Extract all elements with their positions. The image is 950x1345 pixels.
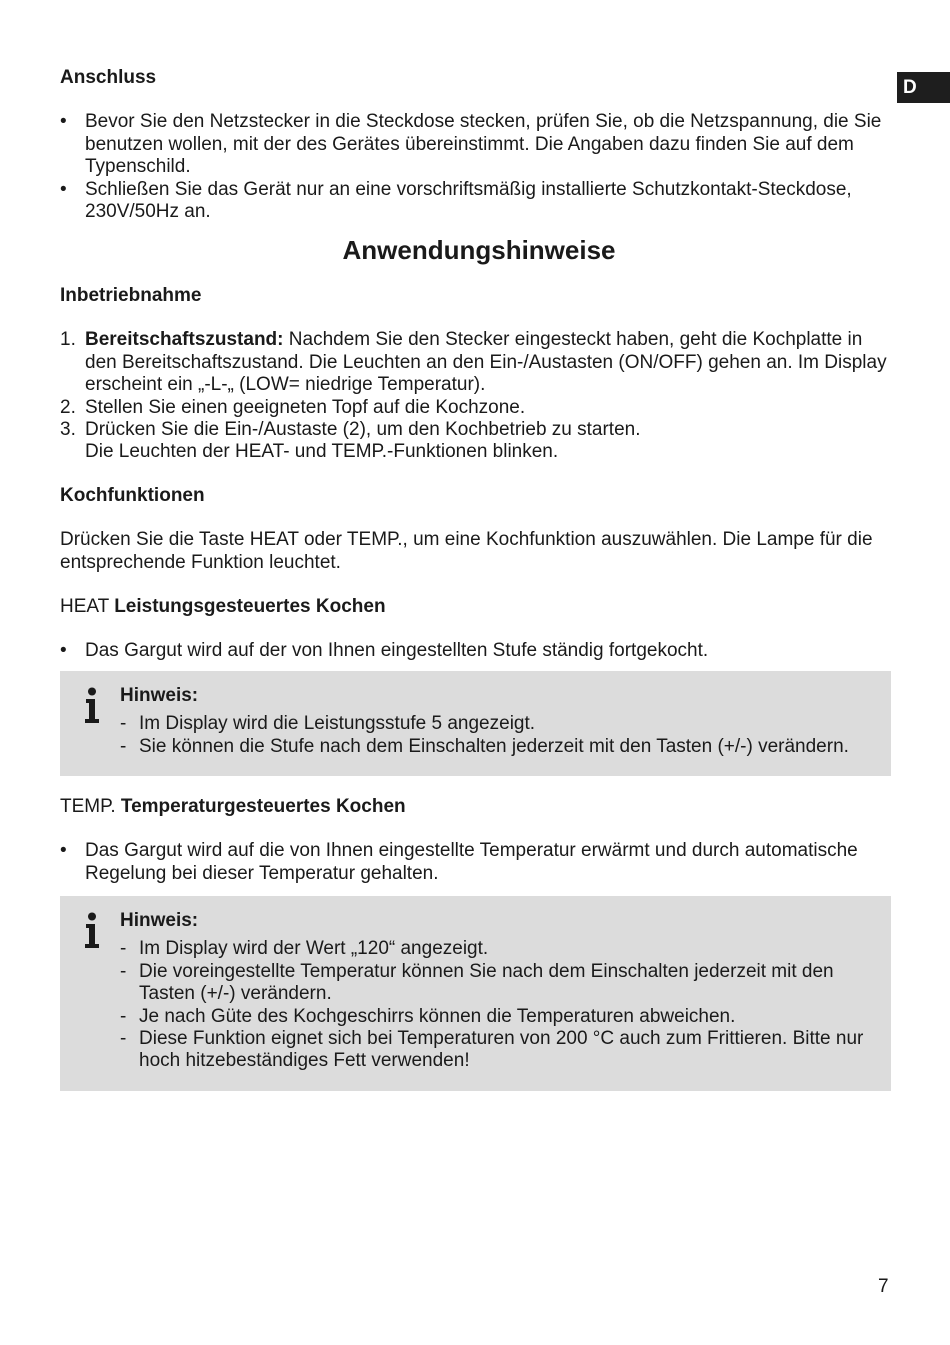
step-text: Stellen Sie einen geeigneten Topf auf die Kochzone. bbox=[85, 396, 526, 418]
inbetriebnahme-heading: Inbetriebnahme bbox=[60, 285, 202, 306]
step-bold-label: Bereitschaftszustand: bbox=[85, 329, 284, 351]
kochfunktionen-heading: Kochfunktionen bbox=[60, 485, 205, 506]
temp-section bbox=[60, 796, 890, 885]
step-text: Drücken Sie die Ein-/Austaste (2), um den Kochbetrieb zu starten. bbox=[85, 419, 641, 441]
step-number: 1. bbox=[60, 329, 76, 351]
list-item: • Das Gargut wird auf die von Ihnen eingestellte Temperatur erwärmt und durch automatische Regelung bei dieser Temperatur gehalten. bbox=[60, 840, 890, 885]
list-item: • Das Gargut wird auf der von Ihnen eingestellten Stufe ständig fortgekocht. bbox=[60, 640, 890, 662]
list-item: • Bevor Sie den Netzstecker in die Steckdose stecken, prüfen Sie, ob die Netzspannung, die Sie benutzen wollen, mit der des Gerätes übereinstimmt. Die Angaben dazu finden Sie auf dem Typenschild. bbox=[60, 111, 890, 178]
heat-title: Leistungsgesteuertes Kochen bbox=[114, 596, 386, 617]
page-number: 7 bbox=[878, 1276, 889, 1297]
info-icon bbox=[82, 687, 102, 725]
list-item: - Im Display wird die Leistungsstufe 5 angezeigt. bbox=[120, 713, 877, 735]
anschluss-section bbox=[60, 67, 890, 223]
heat-prefix: HEAT bbox=[60, 596, 115, 617]
anschluss-list bbox=[60, 111, 890, 223]
list-item: - Diese Funktion eignet sich bei Temperaturen von 200 °C auch zum Frittieren. Bitte nur hoch hitzebeständiges Fett verwenden! bbox=[120, 1028, 877, 1073]
anschluss-heading: Anschluss bbox=[60, 67, 157, 88]
list-item: - Im Display wird der Wert „120“ angezeigt. bbox=[120, 938, 877, 960]
list-item: - Die voreingestellte Temperatur können Sie nach dem Einschalten jederzeit mit den Tasten (+/-) verändern. bbox=[120, 961, 877, 1006]
language-tab: D bbox=[897, 72, 950, 103]
note-title: Hinweis: bbox=[120, 685, 199, 706]
temp-list bbox=[60, 840, 890, 885]
info-icon bbox=[82, 912, 102, 950]
kochfunktionen-section bbox=[60, 485, 895, 574]
step-extra-text: Die Leuchten der HEAT- und TEMP.-Funktionen blinken. bbox=[85, 441, 559, 463]
heat-note-box bbox=[60, 671, 891, 776]
list-item: - Je nach Güte des Kochgeschirrs können die Temperaturen abweichen. bbox=[120, 1006, 877, 1028]
temp-note-box bbox=[60, 896, 891, 1091]
step-text: Nachdem Sie den Stecker eingesteckt haben, geht die Kochplatte in den Bereitschaftszustand. Die Leuchten an den Ein-/Austasten (ON/OFF) gehen an. Im Display erscheint ein „-L-„ (LOW= niedrige Temperatur). bbox=[85, 329, 887, 396]
heat-heading bbox=[60, 596, 890, 618]
temp-prefix: TEMP. bbox=[60, 796, 121, 817]
step-number: 3. bbox=[60, 419, 76, 441]
list-item: • Schließen Sie das Gerät nur an eine vorschriftsmäßig installierte Schutzkontakt-Steckdose, 230V/50Hz an. bbox=[60, 179, 890, 224]
note-title: Hinweis: bbox=[120, 910, 199, 931]
list-item bbox=[60, 419, 890, 464]
inbetriebnahme-section bbox=[60, 285, 890, 464]
temp-title: Temperaturgesteuertes Kochen bbox=[120, 796, 406, 817]
page-title: Anwendungshinweise bbox=[342, 235, 616, 265]
temp-note-list bbox=[120, 938, 877, 1072]
step-number: 2. bbox=[60, 396, 76, 418]
heat-note-list bbox=[120, 713, 877, 758]
list-item bbox=[60, 397, 890, 419]
kochfunktionen-intro: Drücken Sie die Taste HEAT oder TEMP., um eine Kochfunktion auszuwählen. Die Lampe für die entsprechende Funktion leuchtet. bbox=[60, 529, 873, 573]
heat-section bbox=[60, 596, 890, 663]
steps-list bbox=[60, 329, 890, 463]
list-item: - Sie können die Stufe nach dem Einschalten jederzeit mit den Tasten (+/-) verändern. bbox=[120, 736, 877, 758]
list-item bbox=[60, 329, 890, 396]
temp-heading bbox=[60, 796, 890, 818]
heat-list bbox=[60, 640, 890, 662]
